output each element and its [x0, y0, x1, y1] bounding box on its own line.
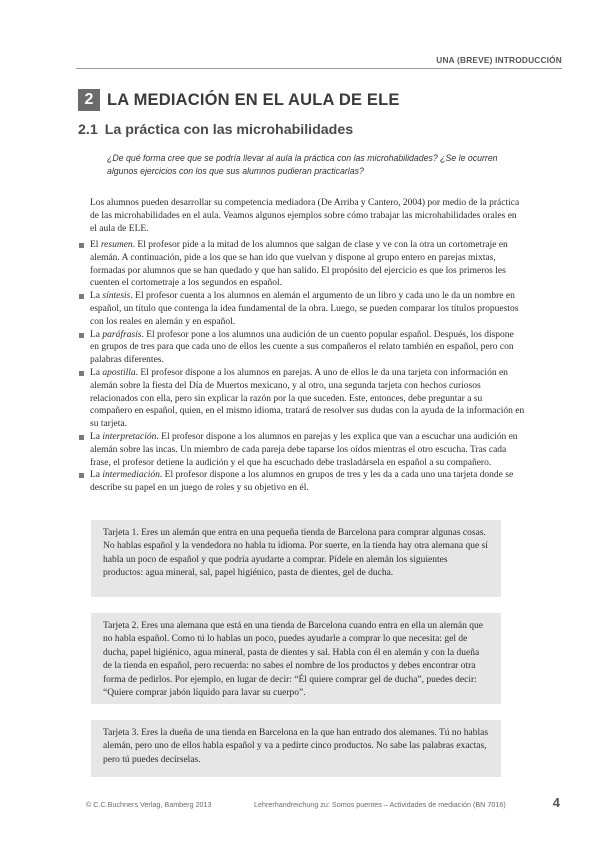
list-item: La interpretación. El profesor dispone a los alumnos en parejas y les explica que van a escuchar una audición en alemán sobre las incas. Un miembro de cada pareja debe taparse los oídos mientras el otro escucha. Tras cada frase, el profesor detiene la audición y el que ha escuchado debe trasladársela en español a su compañero. [79, 431, 525, 469]
chapter-title: LA MEDIACIÓN EN EL AULA DE ELE [107, 90, 400, 109]
square-bullet-icon [79, 333, 84, 338]
role-card-2: Tarjeta 2. Eres una alemana que está en una tienda de Barcelona cuando entra en ella un alemán que no habla español. Como tú lo hablas un poco, puedes ayudarle a comprar lo que necesita: gel de ducha, papel higiénico, agua mineral, pasta de dientes y sal. Habla con él en alemán y con la dueña de la tienda en español, pero recuerda: no sabes el nombre de los productos y debes encontrar otra forma de pedirlos. Por ejemplo, en lugar de decir: “Él quiere comprar gel de ducha”, puedes decir: “Quiere comprar jabón líquido para lavar su cuerpo”. [91, 613, 501, 704]
technique-term: interpretación [102, 431, 157, 442]
reflection-question: ¿De qué forma cree que se podría llevar al aula la práctica con las microhabilidades? ¿Se le ocurren algunos ejercicios con los que sus alumnos pudieran practicarlas? [107, 153, 498, 176]
running-header: UNA (BREVE) INTRODUCCIÓN [436, 55, 562, 65]
list-item: La intermediación. El profesor dispone a los alumnos en grupos de tres y les da a cada uno una tarjeta donde se describe su papel en un juego de roles y su objetivo en él. [79, 469, 525, 495]
footer-book-title: Lehrerhandreichung zu: Somos puentes – Actividades de mediación (BN 7016) [254, 800, 506, 809]
section-heading [78, 122, 353, 138]
square-bullet-icon [79, 435, 84, 440]
technique-term: apostilla [102, 367, 136, 378]
footer-publisher: © C.C.Buchners Verlag, Bamberg 2013 [86, 800, 212, 809]
square-bullet-icon [79, 371, 84, 376]
list-item: La paráfrasis. El profesor pone a los alumnos una audición de un cuento popular español. Después, los dispone en grupos de tres para que cada uno de ellos les cuente a sus compañeros el relato también en español, pero con palabras diferentes. [79, 329, 525, 367]
technique-term: resumen [100, 240, 133, 250]
square-bullet-icon [79, 473, 84, 478]
intro-paragraph: Los alumnos pueden desarrollar su competencia mediadora (De Arriba y Cantero, 2004) por medio de la práctica de las microhabilidades en el aula. Veamos algunos ejemplos sobre cómo trabajar las microhabilidades orales en el aula de ELE. [90, 198, 520, 234]
list-item: El resumen. El profesor pide a la mitad de los alumnos que salgan de clase y ve con la otra un cortometraje en alemán. A continuación, pide a los que se han ido que vuelvan y dispone al grupo entero en parejas mixtas, formadas por alumnos que se han quedado y que han salido. El propósito del ejercicio es que los primeros les cuenten el cortometraje a los segundos en español. [79, 239, 525, 290]
square-bullet-icon [79, 294, 84, 299]
header-divider [76, 68, 562, 69]
technique-list [79, 239, 525, 495]
section-title: La práctica con las microhabilidades [104, 122, 354, 138]
page-number: 4 [552, 795, 560, 810]
section-number: 2.1 [78, 122, 98, 138]
square-bullet-icon [79, 243, 84, 248]
role-card-1: Tarjeta 1. Eres un alemán que entra en una pequeña tienda de Barcelona para comprar algunas cosas. No hablas español y la vendedora no habla tu idioma. Por suerte, en la tienda hay otra alemana que sí habla un poco de español y que podría ayudarte a comprar. Pídele en alemán los siguientes productos: agua mineral, sal, papel higiénico, pasta de dientes, gel de ducha. [91, 520, 501, 597]
chapter-number-badge: 2 [78, 89, 100, 111]
chapter-heading [78, 89, 400, 111]
list-item: La apostilla. El profesor dispone a los alumnos en parejas. A uno de ellos le da una tarjeta con información en alemán sobre la fiesta del Día de Muertos mexicano, y al otro, una segunda tarjeta con hechos curiosos relacionados con ella, pero sin explicar la razón por la que suceden. Este, entonces, debe preguntar a su compañero en español, quien, en el mismo idioma, tratará de resolver sus dudas con la ayuda de la información en su tarjeta. [79, 367, 525, 431]
technique-term: síntesis [102, 291, 131, 302]
list-item: La síntesis. El profesor cuenta a los alumnos en alemán el argumento de un libro y cada uno le da un nombre en español, un título que contenga la idea fundamental de la obra. Luego, se pueden comparar los títulos propuestos con los reales en alemán y en español. [79, 290, 525, 328]
technique-term: intermediación [102, 470, 160, 481]
technique-term: paráfrasis [102, 329, 142, 340]
role-card-3: Tarjeta 3. Eres la dueña de una tienda en Barcelona en la que han entrado dos alemanes. Tú no hablas alemán, pero uno de ellos habla español y va a pedirte cinco productos. No sabe las palabras exactas, pero tú puedes decírselas. [91, 720, 501, 777]
